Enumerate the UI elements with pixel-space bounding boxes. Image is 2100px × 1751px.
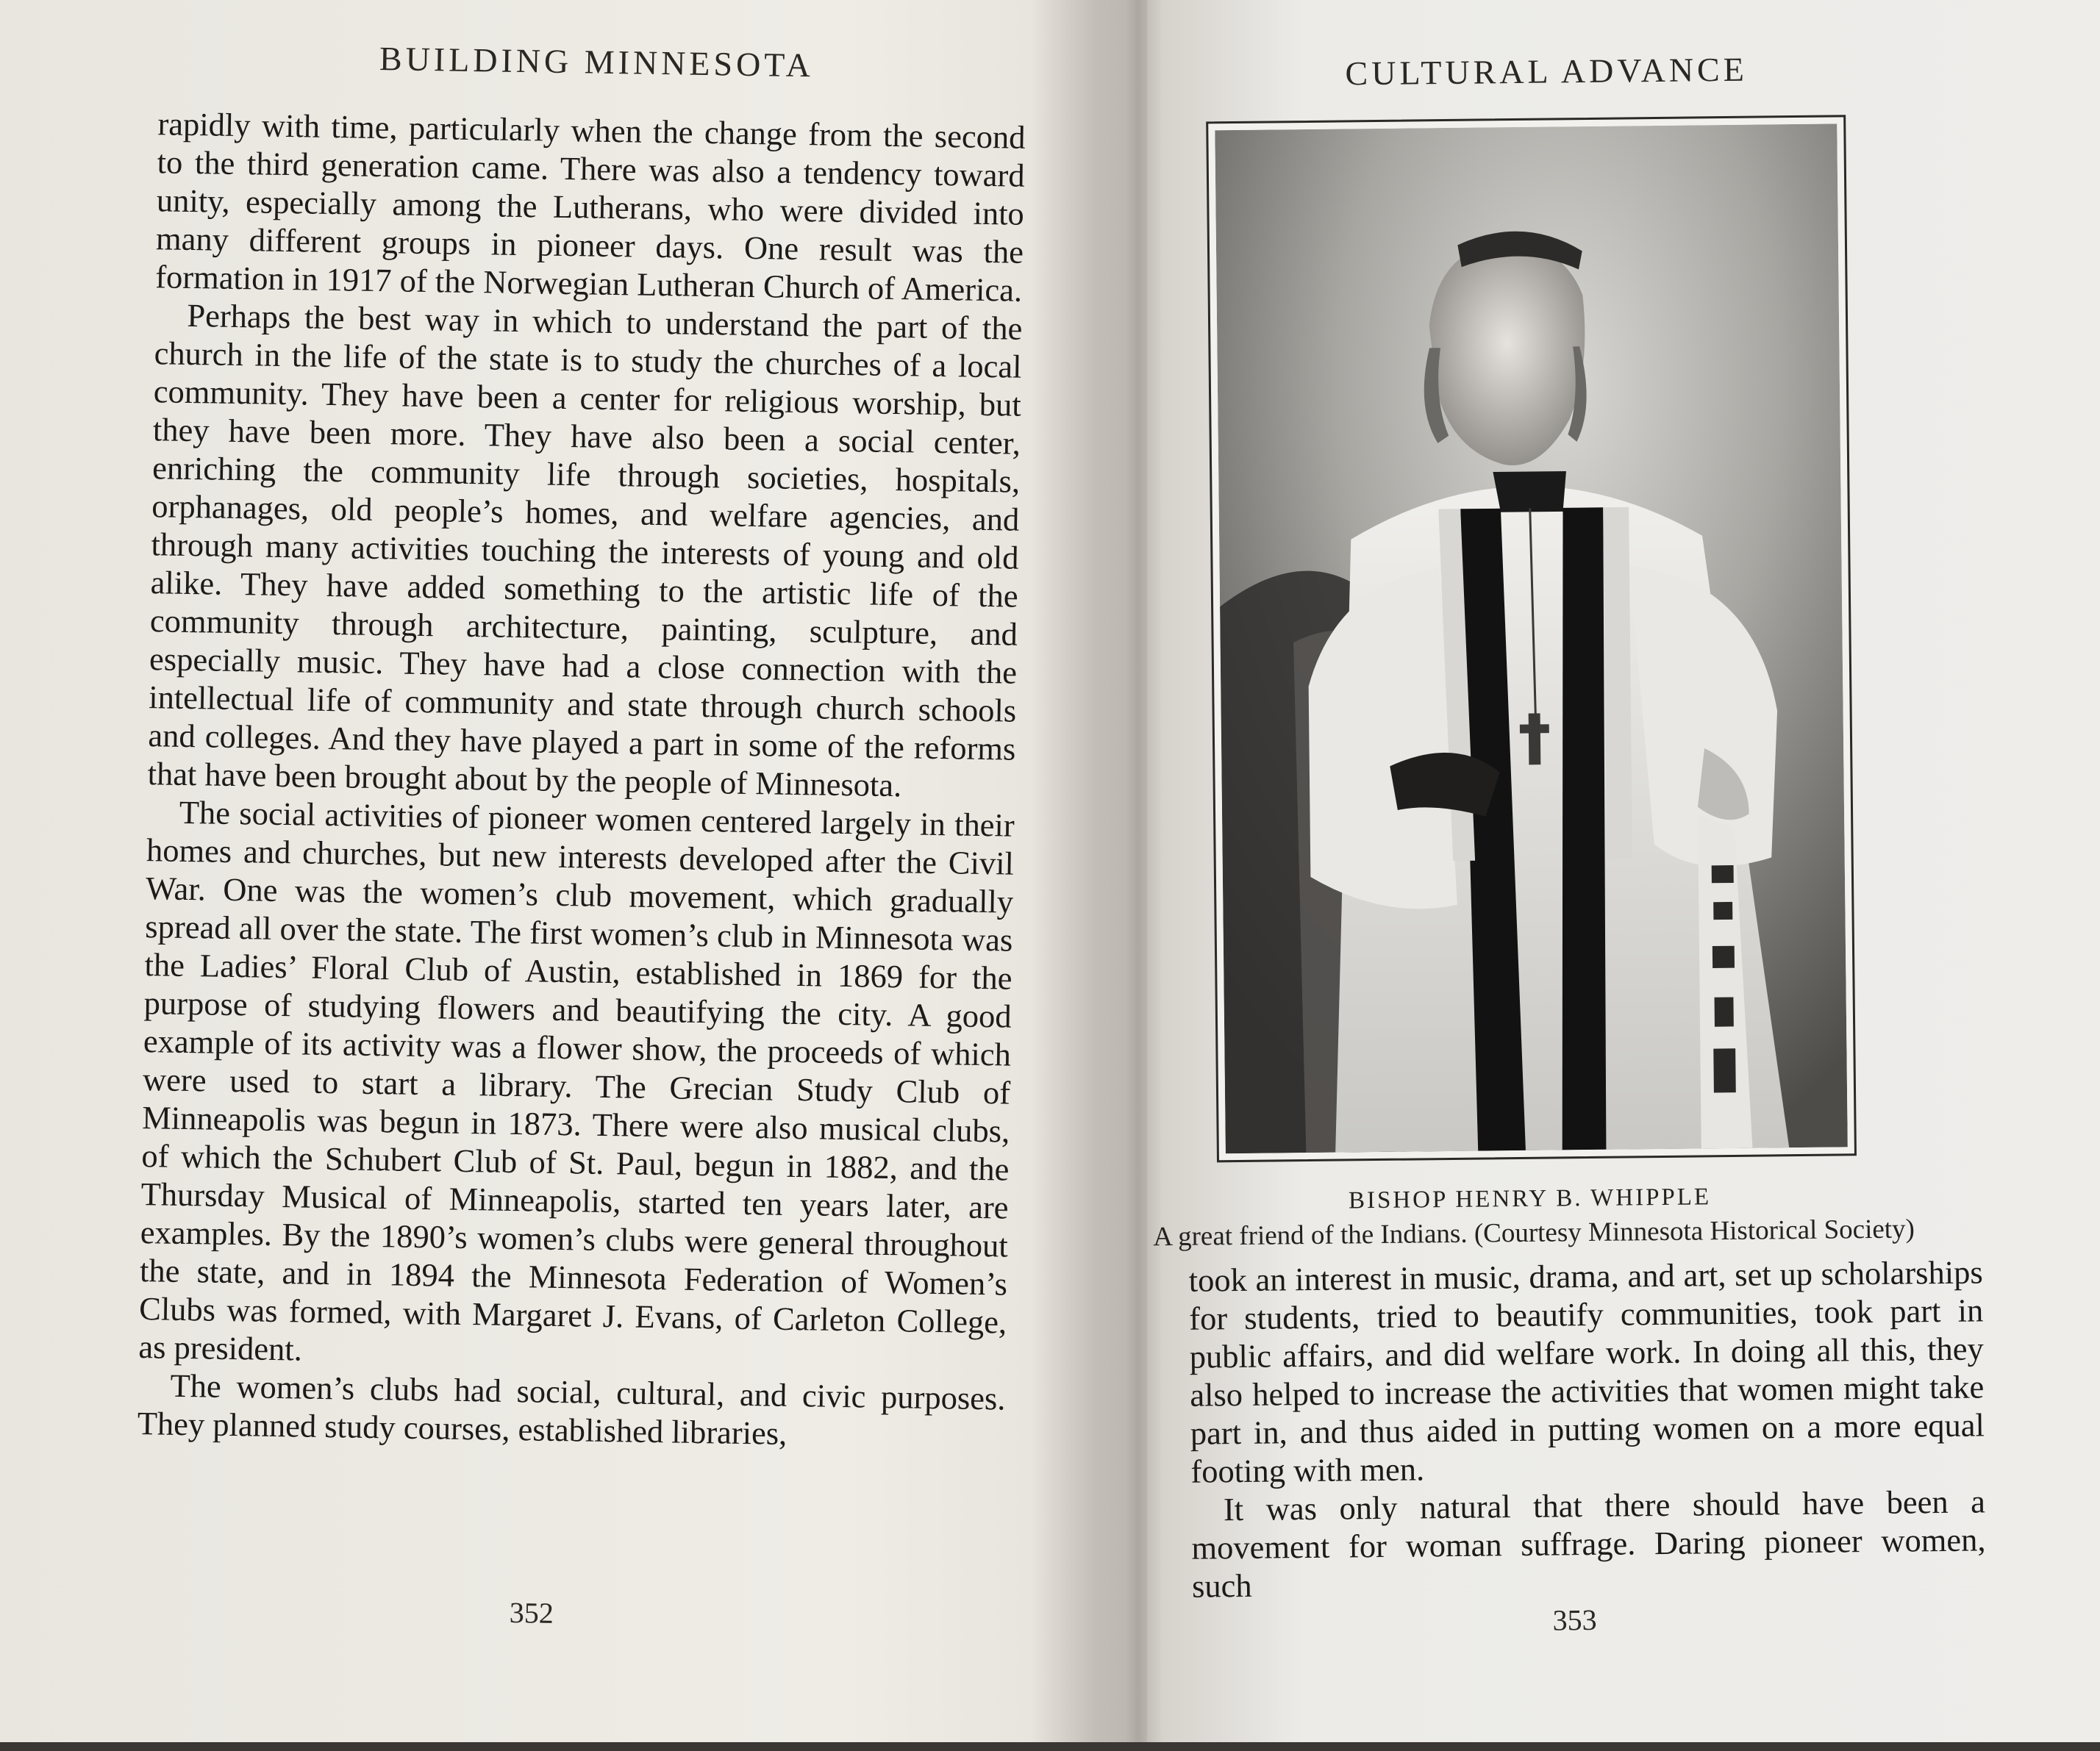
- paragraph: The women’s clubs had social, cultural, and civic purposes. They planned study courses, established libraries,: [137, 1367, 1006, 1452]
- plate-title: BISHOP HENRY B. WHIPPLE: [1348, 1184, 1712, 1214]
- portrait-plate: [1206, 115, 1857, 1162]
- paragraph: took an interest in music, drama, and art, set up scholarships for students, tried to beautify communities, took part in public affairs, and did welfare work. In doing all this, they also helped to increase the activities that women might take part in, and thus aided in putting women on a more equal footing with men.: [1188, 1253, 1985, 1490]
- paragraph: rapidly with time, particularly when the change from the second to the third generation came. There was also a tendency toward unity, especially among the Lutherans, who were divided into many different groups in pioneer days. One result was the formation in 1917 of the Norwegian Lutheran Church of America.: [154, 105, 1026, 309]
- paragraph: The social activities of pioneer women centered largely in their homes and churches, but new interests developed after the Civil War. One was the women’s club movement, which gradually spread all over the state. The first women’s club in Minnesota was the Ladies’ Floral Club of Austin, established in 1869 for the purpose of studying flowers and beautifying the city. A good example of its activity was a flower show, the proceeds of which were used to start a library. The Grecian Study Club of Minneapolis was begun in 1873. There were also musical clubs, of which the Schubert Club of St. Paul, begun in 1882, and the Thursday Musical of Minneapolis, started ten years later, are examples. By the 1890’s women’s clubs were general throughout the state, and in 1894 the Minnesota Federation of Women’s Clubs was formed, with Margaret J. Evans, of Carleton College, as president.: [138, 793, 1015, 1368]
- page-number-right: 353: [1552, 1603, 1597, 1637]
- running-head-right: CULTURAL ADVANCE: [1345, 50, 1749, 93]
- plate-caption: A great friend of the Indians. (Courtesy Minnesota Historical Society): [1152, 1214, 1915, 1253]
- running-head-left: BUILDING MINNESOTA: [379, 39, 815, 85]
- paragraph: Perhaps the best way in which to understand the part of the church in the life of the state is to study the churches of a local community. They have been a center for religious worship, but they have been more. They have also been a social center, enriching the community life through societies, hospitals, orphanages, old people’s homes, and welfare agencies, and through many activities touching the interests of young and old alike. They have added something to the artistic life of the community through architecture, painting, sculpture, and especially music. They have had a close connection with the intellectual life of community and state through church schools and colleges. And they have played a part in some of the reforms that have been brought about by the people of Minnesota.: [147, 296, 1023, 804]
- bishop-portrait-image: [1215, 123, 1848, 1153]
- right-page-body: [1188, 1253, 1986, 1605]
- page-number-left: 352: [509, 1596, 554, 1630]
- left-page-body: [137, 104, 1025, 1455]
- right-page: [1080, 0, 2100, 1747]
- paragraph: It was only natural that there should have been a movement for woman suffrage. Daring pioneer women, such: [1191, 1483, 1986, 1605]
